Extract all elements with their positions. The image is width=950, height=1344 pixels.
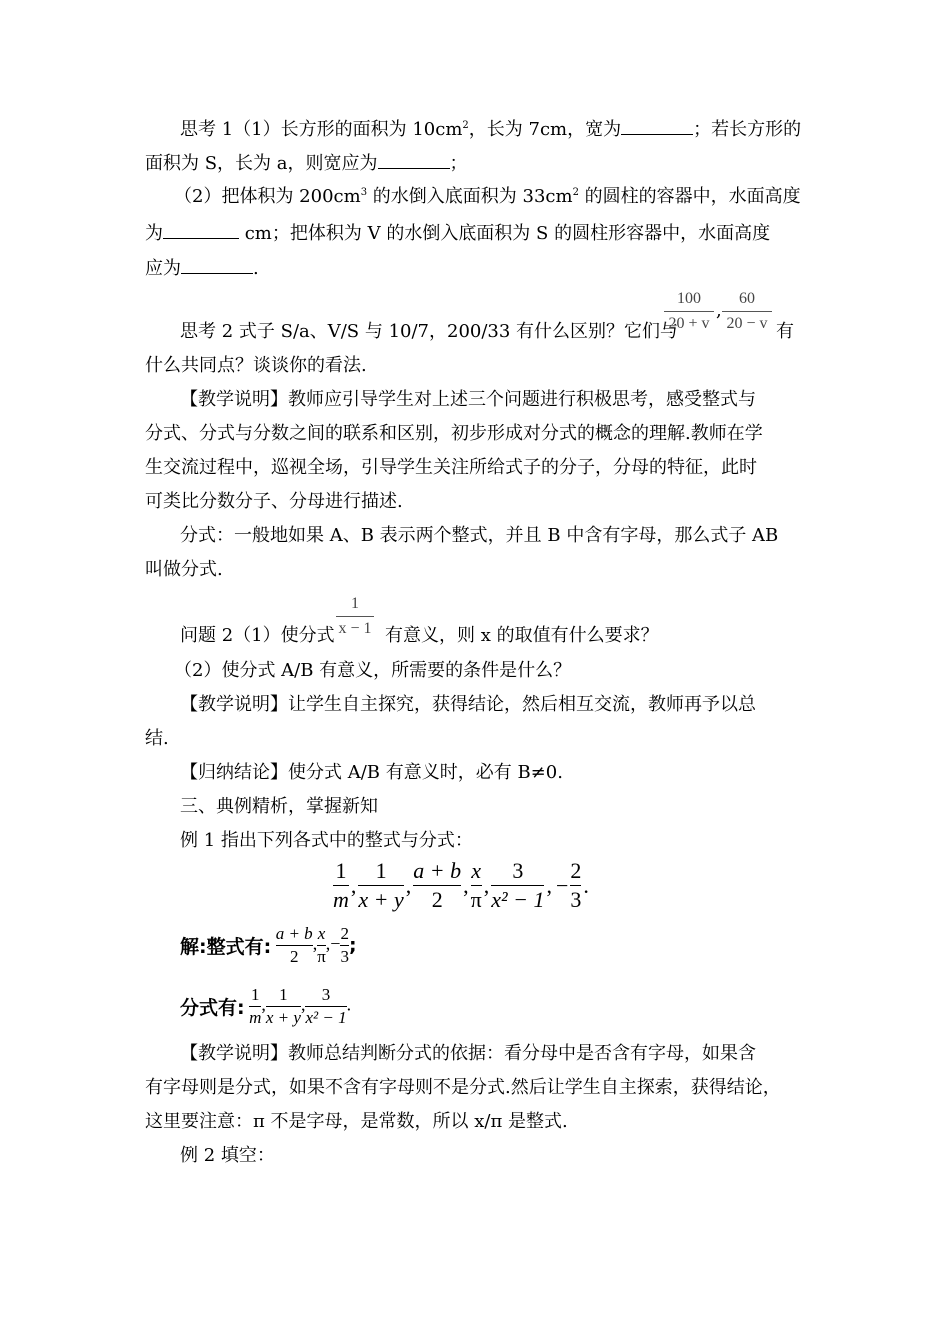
answer-blank (621, 116, 693, 135)
expr-2-over-3: $\frac{2}{3}$ (570, 858, 582, 912)
note1-line2: 分式、分式与分数之间的联系和区别，初步形成对分式的概念的理解.教师在学 (145, 423, 763, 444)
expr-1-over-x-plus-y: $\frac{1}{x + y}$ (358, 858, 404, 912)
sol-a-plus-b-over-2: $\frac{a + b}{2}$ (275, 924, 313, 966)
note2-line1: 【教学说明】让学生自主探究，获得结论，然后相互交流，教师再予以总 (180, 694, 756, 715)
think1-line3: （2）把体积为 $200cm^3$ 的水倒入底面积为 $33cm^2$ 的圆柱的容器中，水面高度 (174, 186, 801, 207)
example1-title: 例 1 指出下列各式中的整式与分式： (180, 830, 473, 851)
fraction-1-over-x-minus-1: 1 x − 1 (336, 594, 374, 639)
solution-fractional-expressions: 分式有: $\frac{1}{m}$ , $\frac{1}{x + y}$ , $\frac{3}{\text{x² − 1}}$ . (180, 985, 352, 1027)
section-heading: 三、典例精析，掌握新知 (180, 796, 378, 817)
comma: , (716, 300, 722, 321)
definition-line1: 分式：一般地如果 A、B 表示两个整式，并且 B 中含有字母，那么式子 AB (180, 525, 779, 546)
expr-a-plus-b-over-2: $\frac{a + b}{2}$ (413, 858, 462, 912)
answer-blank (181, 255, 253, 274)
think2-line1-end: 有 (776, 321, 794, 342)
conclusion: 【归纳结论】使分式 A/B 有意义时，必有 B≠0. (180, 762, 563, 783)
note3-line2: 有字母则是分式，如果不含有字母则不是分式.然后让学生自主探索，获得结论， (145, 1077, 781, 1098)
think1-line4: 为 cm；把体积为 V 的水倒入底面积为 S 的圆柱形容器中，水面高度 (145, 220, 770, 246)
question2-line1-start: 问题 2（1）使分式 (180, 625, 335, 646)
answer-blank (378, 150, 450, 169)
fraction-100-over-20-plus-v: 100 20 + v (664, 289, 714, 334)
expr-1-over-m: $\frac{1}{m}$ (333, 858, 349, 912)
think2-line1: 思考 2 式子 S/a、V/S 与 10/7，200/33 有什么区别？它们与 (180, 321, 679, 342)
note1-line4: 可类比分数分子、分母进行描述. (145, 491, 403, 512)
question2-line1-end: 有意义，则 x 的取值有什么要求？ (385, 625, 659, 646)
note1-line1: 【教学说明】教师应引导学生对上述三个问题进行积极思考，感受整式与 (180, 389, 756, 410)
note2-line2: 结. (145, 728, 169, 749)
sol-2-over-3: $\frac{2}{3}$ (340, 924, 349, 966)
sol-1-over-m: $\frac{1}{m}$ (249, 985, 262, 1027)
example2-title: 例 2 填空： (180, 1145, 275, 1166)
fraction-60-over-20-minus-v: 60 20 − v (722, 289, 772, 334)
think1-line5: 应为 . (145, 255, 259, 281)
question2-line2: （2）使分式 A/B 有意义，所需要的条件是什么？ (174, 660, 572, 681)
note3-line1: 【教学说明】教师总结判断分式的依据：看分母中是否含有字母，如果含 (180, 1043, 756, 1064)
think2-line2: 什么共同点？谈谈你的看法. (145, 355, 367, 376)
answer-blank (163, 220, 239, 239)
think1-line1: 思考 1（1）长方形的面积为 $10cm^2$，长为 7cm，宽为 ；若长方形的 (180, 116, 801, 142)
expr-3-over-x2-minus-1: $\frac{3}{\text{x² − 1}}$ (491, 858, 545, 912)
definition-line2: 叫做分式. (145, 559, 223, 580)
example1-expressions: $\frac{1}{m}$ , $\frac{1}{x + y}$ , $\frac{a + b}{2}$ , $\frac{x}{\pi}$ , $\frac{3}{\text{x² − 1}}$ , − $\frac{2}{3}$ . (333, 858, 589, 912)
solution-integral-expressions: 解:整式有: $\frac{a + b}{2}$ , $\frac{x}{\pi}$ ,− $\frac{2}{3}$ ; (180, 924, 357, 966)
think1-line2: 面积为 S，长为 a，则宽应为 ； (145, 150, 468, 176)
sol-1-over-x-plus-y: $\frac{1}{x + y}$ (265, 985, 301, 1027)
sol-3-over-x2-minus-1: $\frac{3}{\text{x² − 1}}$ (305, 985, 347, 1027)
expr-x-over-pi: $\frac{x}{\pi}$ (470, 858, 482, 912)
sol-x-over-pi: $\frac{x}{\pi}$ (317, 924, 326, 966)
note1-line3: 生交流过程中，巡视全场，引导学生关注所给式子的分子，分母的特征，此时 (145, 457, 757, 478)
note3-line3: 这里要注意：π 不是字母，是常数，所以 x/π 是整式. (145, 1111, 568, 1132)
